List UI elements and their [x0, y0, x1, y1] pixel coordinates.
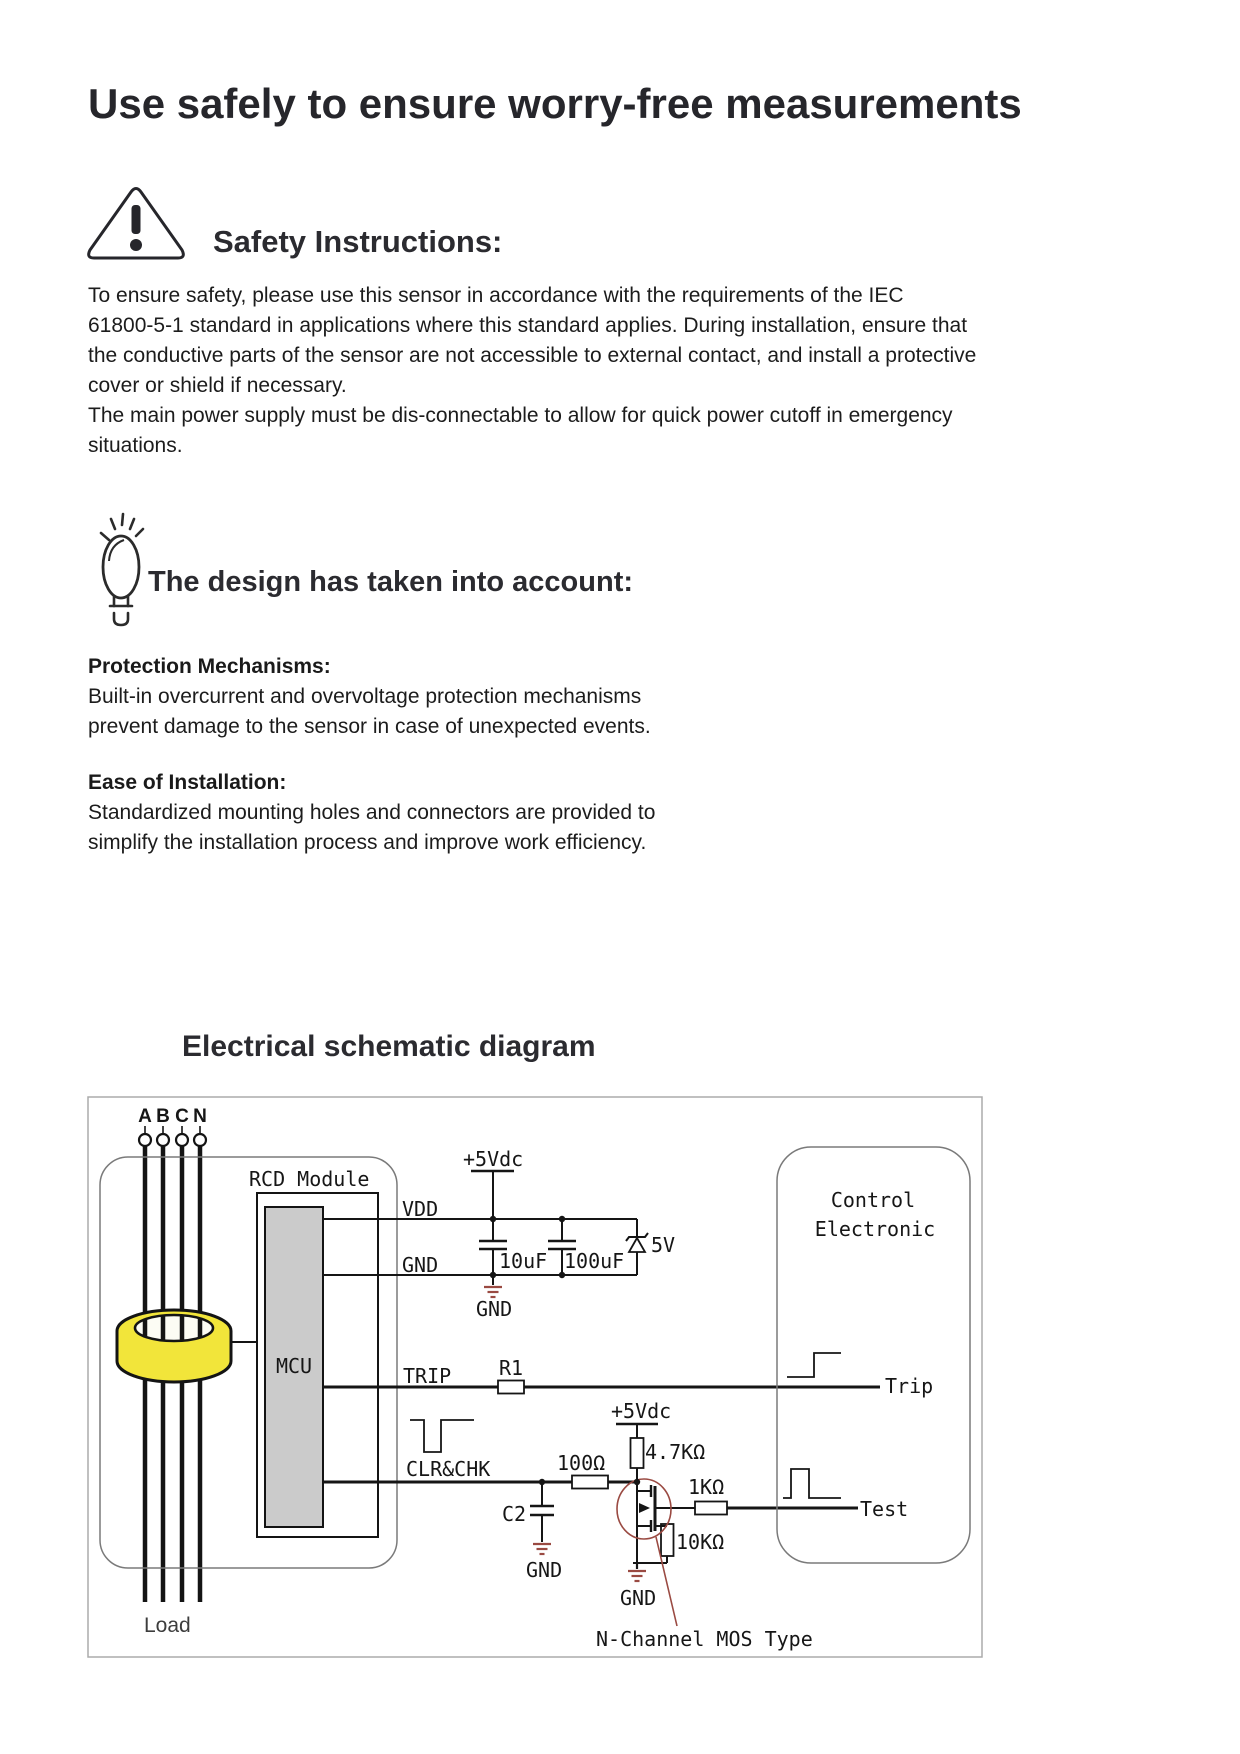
pin-gnd-label: GND [402, 1253, 439, 1277]
zener-label: 5V [651, 1233, 676, 1257]
rcd-module-label: RCD Module [249, 1167, 370, 1191]
r10k-label: 10KΩ [676, 1530, 725, 1554]
control-box-label-line2: Electronic [814, 1217, 936, 1241]
phase-label-n: N [193, 1106, 207, 1127]
installation-text-line: simplify the installation process and improve work efficiency. [88, 831, 647, 854]
supply1-label: +5Vdc [463, 1147, 524, 1171]
current-transformer [117, 1310, 231, 1382]
protection-mechanisms-section [88, 652, 788, 742]
control-box-label-line1: Control [830, 1188, 916, 1212]
lightbulb-highlight [109, 540, 124, 561]
r100-label: 100Ω [557, 1451, 606, 1475]
gnd1-label: GND [476, 1297, 513, 1321]
ease-of-installation-section [88, 768, 788, 858]
r1-label: R1 [499, 1356, 524, 1380]
r4k7-label: 4.7KΩ [645, 1440, 706, 1464]
gnd3-label: GND [620, 1586, 657, 1610]
gnd2-label: GND [526, 1558, 563, 1582]
pin-clrchk-label: CLR&CHK [406, 1457, 491, 1481]
installation-text-line: Standardized mounting holes and connectors are provided to [88, 801, 656, 824]
safety-paragraph [88, 281, 1068, 461]
lightbulb-icon [97, 509, 145, 627]
test-signal-label: Test [860, 1497, 909, 1521]
phase-label-a: A [138, 1106, 152, 1127]
load-label: Load [144, 1614, 191, 1637]
protection-text-line: Built-in overcurrent and overvoltage protection mechanisms [88, 685, 642, 708]
exclamation-bar [132, 205, 141, 234]
mosfet-type-note: N-Channel MOS Type [596, 1627, 813, 1651]
safety-text-line: To ensure safety, please use this sensor in accordance with the requirements of the IEC [88, 284, 904, 307]
safety-text-line: cover or shield if necessary. [88, 374, 347, 397]
safety-text-line: situations. [88, 434, 183, 457]
protection-text-line: prevent damage to the sensor in case of unexpected events. [88, 715, 651, 738]
exclamation-dot [130, 239, 142, 251]
supply2-label: +5Vdc [611, 1399, 672, 1423]
safety-instructions-heading: Safety Instructions: [213, 224, 503, 259]
resistor-r1 [498, 1381, 524, 1394]
design-heading: The design has taken into account: [148, 566, 634, 598]
protection-heading: Protection Mechanisms: [88, 655, 331, 678]
resistor-10k [661, 1524, 674, 1556]
pin-vdd-label: VDD [402, 1197, 439, 1221]
resistor-1k [695, 1502, 727, 1515]
phase-label-b: B [156, 1106, 170, 1127]
pin-trip-label: TRIP [403, 1364, 452, 1388]
installation-heading: Ease of Installation: [88, 771, 287, 794]
cap2-label: 100uF [564, 1249, 625, 1273]
cap1-label: 10uF [499, 1249, 548, 1273]
lightbulb-base [110, 596, 132, 625]
lightbulb-glass [103, 536, 139, 598]
safety-text-line: The main power supply must be dis-connectable to allow for quick power cutoff in emergency [88, 404, 953, 427]
phase-label-c: C [175, 1106, 189, 1127]
c2-label: C2 [502, 1502, 527, 1526]
mcu-label: MCU [275, 1354, 313, 1378]
r1k-label: 1KΩ [688, 1475, 725, 1499]
page-title: Use safely to ensure worry-free measurements [88, 80, 1022, 127]
trip-signal-label: Trip [885, 1374, 934, 1398]
warning-triangle-icon [85, 184, 187, 260]
safety-text-line: 61800-5-1 standard in applications where this standard applies. During installation, ensure that [88, 314, 968, 337]
resistor-100ohm [572, 1476, 608, 1489]
safety-text-line: the conductive parts of the sensor are not accessible to external contact, and install a protective [88, 344, 977, 367]
electrical-schematic [80, 1088, 990, 1668]
schematic-heading: Electrical schematic diagram [182, 1030, 596, 1063]
resistor-4k7 [631, 1438, 644, 1468]
